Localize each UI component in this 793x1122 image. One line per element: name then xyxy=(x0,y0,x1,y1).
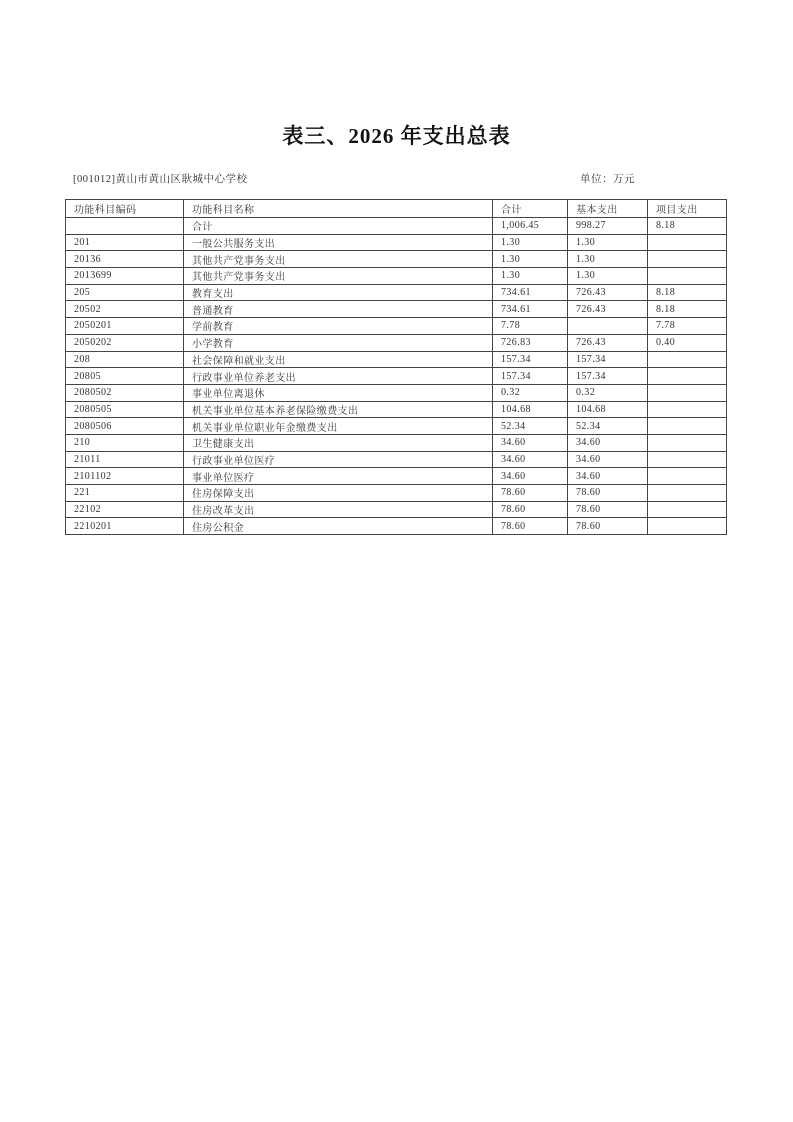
cell-name: 卫生健康支出 xyxy=(184,434,493,451)
cell-project xyxy=(648,451,727,468)
cell-code: 2080502 xyxy=(66,384,184,401)
cell-total: 78.60 xyxy=(493,501,568,518)
cell-total: 78.60 xyxy=(493,518,568,535)
cell-code: 22102 xyxy=(66,501,184,518)
cell-code: 2050202 xyxy=(66,334,184,351)
cell-code: 20805 xyxy=(66,368,184,385)
cell-project xyxy=(648,351,727,368)
column-header-code: 功能科目编码 xyxy=(66,200,184,218)
cell-code: 2080506 xyxy=(66,418,184,435)
cell-project: 8.18 xyxy=(648,284,727,301)
cell-name: 事业单位医疗 xyxy=(184,468,493,485)
cell-project: 8.18 xyxy=(648,301,727,318)
cell-name: 合计 xyxy=(184,218,493,235)
cell-project xyxy=(648,501,727,518)
cell-name: 行政事业单位医疗 xyxy=(184,451,493,468)
cell-project xyxy=(648,434,727,451)
cell-project: 7.78 xyxy=(648,318,727,335)
cell-basic: 157.34 xyxy=(568,351,648,368)
table-row xyxy=(66,251,727,268)
cell-code: 20502 xyxy=(66,301,184,318)
cell-total: 34.60 xyxy=(493,451,568,468)
cell-name: 社会保障和就业支出 xyxy=(184,351,493,368)
cell-basic: 157.34 xyxy=(568,368,648,385)
cell-code: 221 xyxy=(66,485,184,502)
table-row xyxy=(66,518,727,535)
table-header xyxy=(66,200,727,218)
cell-basic: 52.34 xyxy=(568,418,648,435)
cell-name: 教育支出 xyxy=(184,284,493,301)
page-title: 表三、2026 年支出总表 xyxy=(282,124,511,148)
table-row xyxy=(66,301,727,318)
cell-basic: 1.30 xyxy=(568,234,648,251)
cell-code: 2013699 xyxy=(66,268,184,285)
cell-code: 2080505 xyxy=(66,401,184,418)
cell-project xyxy=(648,268,727,285)
cell-code xyxy=(66,218,184,235)
table-row xyxy=(66,501,727,518)
cell-code: 20136 xyxy=(66,251,184,268)
cell-total: 726.83 xyxy=(493,334,568,351)
table-row xyxy=(66,468,727,485)
cell-name: 行政事业单位养老支出 xyxy=(184,368,493,385)
cell-name: 住房公积金 xyxy=(184,518,493,535)
cell-name: 学前教育 xyxy=(184,318,493,335)
cell-total: 34.60 xyxy=(493,434,568,451)
cell-name: 其他共产党事务支出 xyxy=(184,251,493,268)
cell-basic: 34.60 xyxy=(568,434,648,451)
cell-project xyxy=(648,468,727,485)
cell-code: 201 xyxy=(66,234,184,251)
cell-project xyxy=(648,368,727,385)
cell-total: 157.34 xyxy=(493,351,568,368)
cell-code: 21011 xyxy=(66,451,184,468)
cell-total: 34.60 xyxy=(493,468,568,485)
cell-basic: 1.30 xyxy=(568,251,648,268)
cell-total: 1.30 xyxy=(493,251,568,268)
table-row xyxy=(66,368,727,385)
expenditure-table xyxy=(65,199,727,535)
cell-code: 2210201 xyxy=(66,518,184,535)
table-header-row xyxy=(66,200,727,218)
cell-basic: 998.27 xyxy=(568,218,648,235)
table-row xyxy=(66,318,727,335)
cell-code: 208 xyxy=(66,351,184,368)
organization-name: [001012]黄山市黄山区耿城中心学校 xyxy=(73,174,248,185)
cell-basic: 1.30 xyxy=(568,268,648,285)
table-row xyxy=(66,351,727,368)
cell-project xyxy=(648,518,727,535)
table-row xyxy=(66,434,727,451)
table-row xyxy=(66,334,727,351)
cell-project xyxy=(648,251,727,268)
table-row xyxy=(66,485,727,502)
cell-name: 机关事业单位职业年金缴费支出 xyxy=(184,418,493,435)
cell-total: 1.30 xyxy=(493,234,568,251)
cell-name: 普通教育 xyxy=(184,301,493,318)
cell-total: 7.78 xyxy=(493,318,568,335)
table-row xyxy=(66,451,727,468)
cell-name: 事业单位离退休 xyxy=(184,384,493,401)
cell-code: 2101102 xyxy=(66,468,184,485)
unit-label: 单位：万元 xyxy=(580,174,635,185)
cell-basic: 78.60 xyxy=(568,485,648,502)
cell-basic: 0.32 xyxy=(568,384,648,401)
cell-total: 78.60 xyxy=(493,485,568,502)
cell-name: 住房改革支出 xyxy=(184,501,493,518)
cell-total: 734.61 xyxy=(493,284,568,301)
cell-basic: 34.60 xyxy=(568,451,648,468)
cell-name: 其他共产党事务支出 xyxy=(184,268,493,285)
cell-project: 0.40 xyxy=(648,334,727,351)
cell-name: 住房保障支出 xyxy=(184,485,493,502)
table-row xyxy=(66,234,727,251)
cell-basic: 726.43 xyxy=(568,334,648,351)
cell-project xyxy=(648,418,727,435)
table-row xyxy=(66,384,727,401)
cell-total: 1,006.45 xyxy=(493,218,568,235)
cell-basic: 78.60 xyxy=(568,518,648,535)
cell-total: 104.68 xyxy=(493,401,568,418)
cell-project xyxy=(648,401,727,418)
cell-total: 157.34 xyxy=(493,368,568,385)
cell-code: 2050201 xyxy=(66,318,184,335)
cell-project xyxy=(648,384,727,401)
cell-code: 205 xyxy=(66,284,184,301)
cell-project xyxy=(648,234,727,251)
cell-basic: 104.68 xyxy=(568,401,648,418)
cell-code: 210 xyxy=(66,434,184,451)
cell-name: 机关事业单位基本养老保险缴费支出 xyxy=(184,401,493,418)
cell-total: 734.61 xyxy=(493,301,568,318)
cell-total: 1.30 xyxy=(493,268,568,285)
cell-name: 一般公共服务支出 xyxy=(184,234,493,251)
table-row xyxy=(66,284,727,301)
cell-basic xyxy=(568,318,648,335)
column-header-name: 功能科目名称 xyxy=(184,200,493,218)
column-header-project: 项目支出 xyxy=(648,200,727,218)
table-row xyxy=(66,418,727,435)
column-header-basic: 基本支出 xyxy=(568,200,648,218)
table-row xyxy=(66,268,727,285)
cell-name: 小学教育 xyxy=(184,334,493,351)
cell-project xyxy=(648,485,727,502)
cell-basic: 78.60 xyxy=(568,501,648,518)
cell-total: 52.34 xyxy=(493,418,568,435)
cell-basic: 726.43 xyxy=(568,301,648,318)
table-row xyxy=(66,401,727,418)
cell-basic: 34.60 xyxy=(568,468,648,485)
cell-basic: 726.43 xyxy=(568,284,648,301)
cell-total: 0.32 xyxy=(493,384,568,401)
cell-project: 8.18 xyxy=(648,218,727,235)
expenditure-table-body xyxy=(66,218,727,535)
table-row xyxy=(66,218,727,235)
column-header-total: 合计 xyxy=(493,200,568,218)
